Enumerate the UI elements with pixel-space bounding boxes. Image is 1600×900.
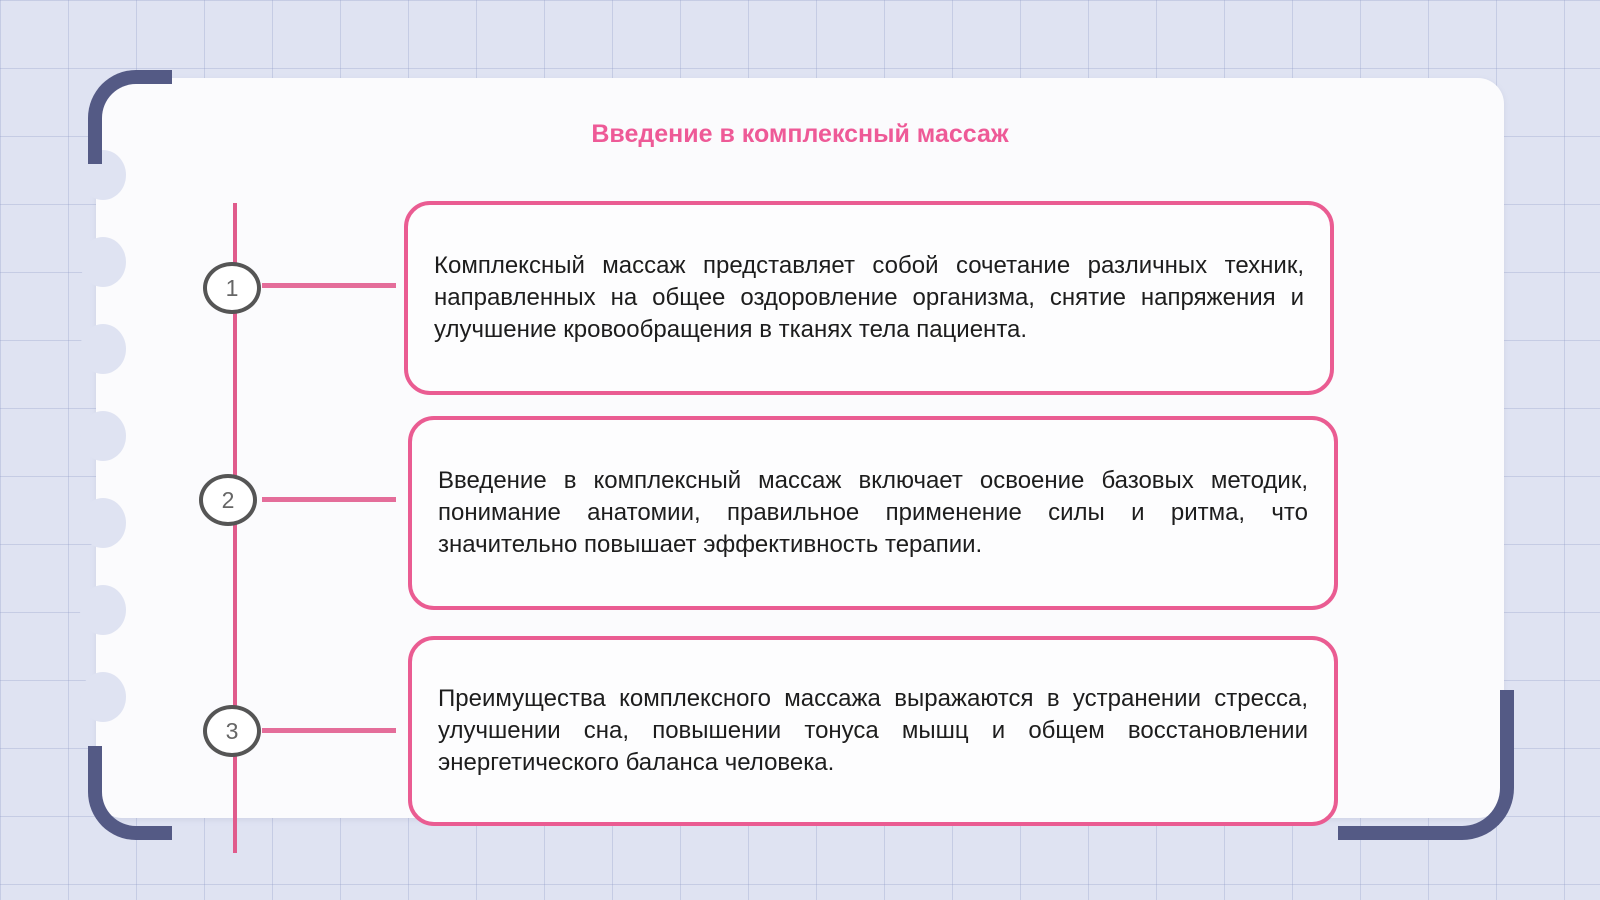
notebook-notch bbox=[80, 585, 126, 635]
step-number-circle bbox=[203, 262, 261, 314]
step-connector bbox=[262, 728, 396, 733]
step-connector bbox=[262, 497, 396, 502]
step-text: Введение в комплексный массаж включает освоение базовых методик, понимание анатомии, правильное применение силы и ритма, что значительно повышает эффективность терапии. bbox=[438, 467, 1308, 558]
step-text: Преимущества комплексного массажа выражаются в устранении стресса, улучшении сна, повышении тонуса мышц и общем восстановлении энергетического баланса человека. bbox=[438, 685, 1308, 776]
corner-bracket-bottom-right bbox=[1338, 690, 1514, 840]
step-text: Комплексный массаж представляет собой сочетание различных техник, направленных на общее оздоровление организма, снятие напряжения и улучшение кровообращения в тканях тела пациента. bbox=[434, 252, 1304, 343]
corner-bracket-top-left bbox=[88, 70, 172, 164]
notebook-notch bbox=[80, 411, 126, 461]
step-number: 1 bbox=[225, 274, 239, 301]
notebook-notch bbox=[80, 324, 126, 374]
step-card bbox=[408, 636, 1338, 826]
step-number-circle bbox=[203, 705, 261, 757]
slide-title: Введение в комплексный массаж bbox=[591, 120, 1009, 148]
step-number-circle bbox=[199, 474, 257, 526]
step-number: 2 bbox=[221, 486, 235, 513]
step-card bbox=[404, 201, 1334, 395]
step-number: 3 bbox=[225, 717, 239, 744]
notebook-notch bbox=[80, 498, 126, 548]
notebook-notch bbox=[80, 672, 126, 722]
step-card bbox=[408, 416, 1338, 610]
notebook-notch bbox=[80, 237, 126, 287]
corner-bracket-bottom-left bbox=[88, 746, 172, 840]
step-connector bbox=[262, 283, 396, 288]
